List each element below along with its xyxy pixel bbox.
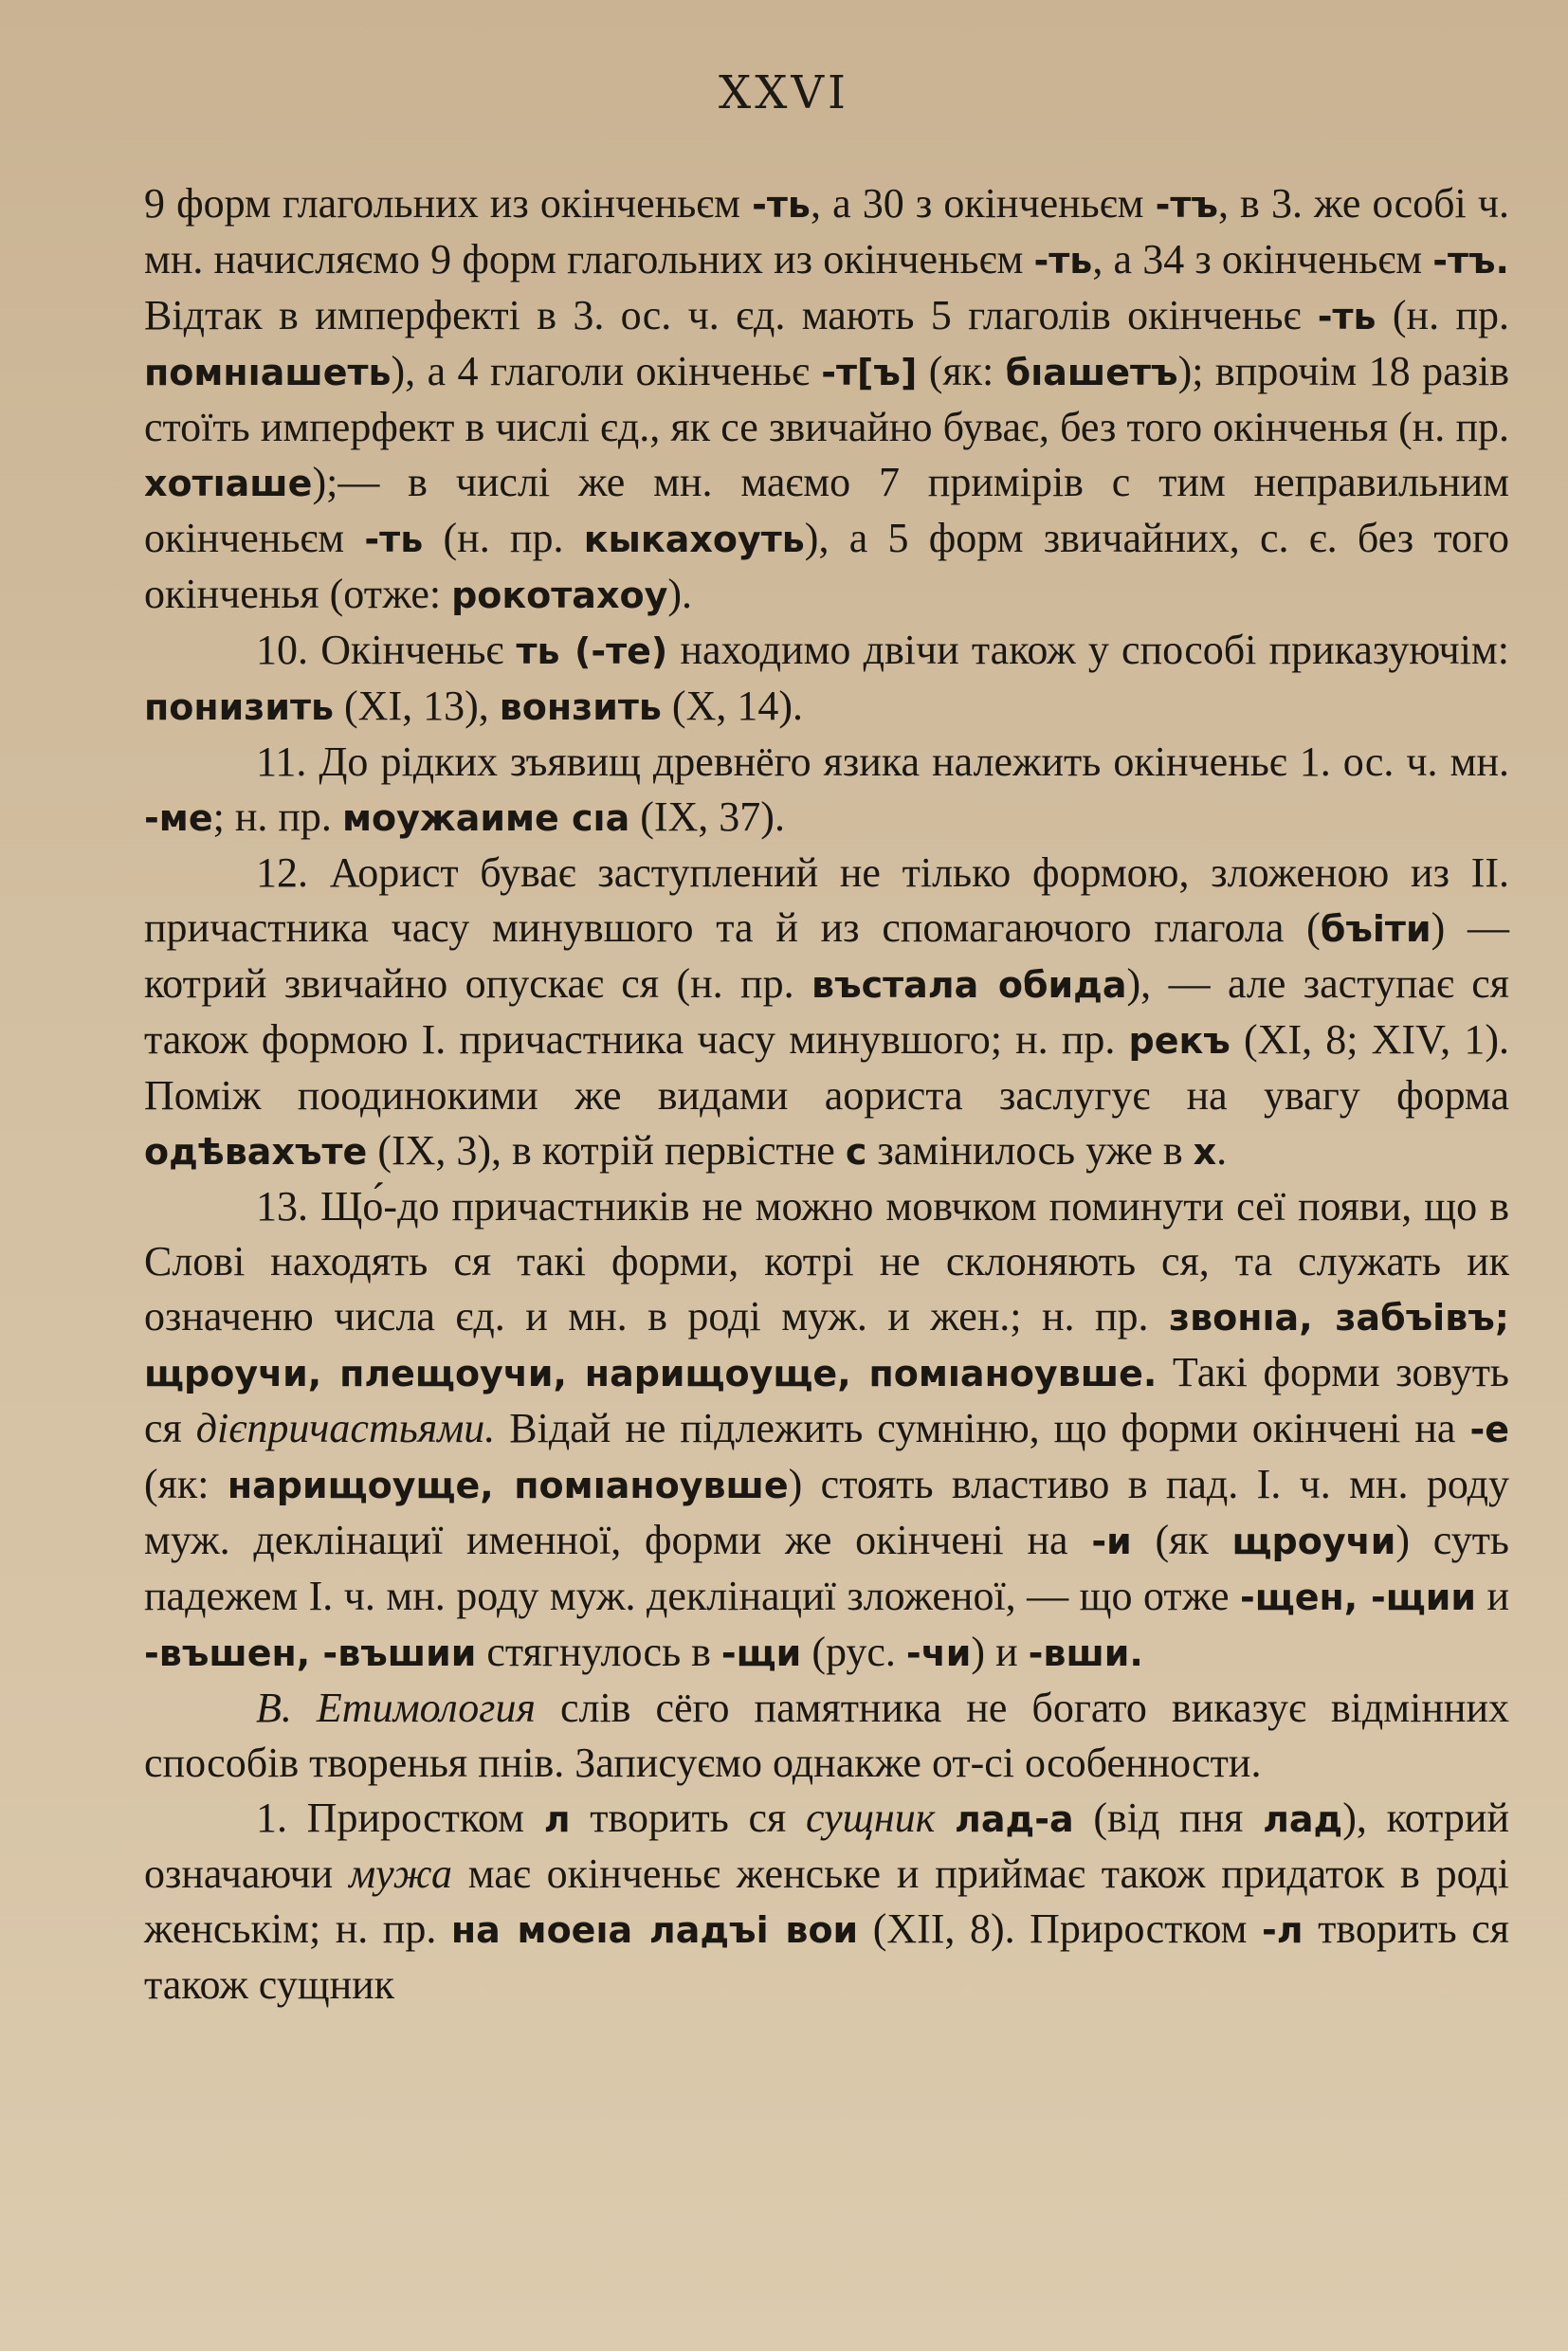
text-run: . [1216,1127,1228,1174]
text-run: (рус. [801,1629,906,1675]
text-run: (від пня [1073,1795,1264,1841]
text-run: , а 34 з окінченьєм [1092,236,1433,282]
old-slavonic-quote: одѣвахъте [144,1131,368,1173]
old-slavonic-quote: въстала обида [811,964,1127,1006]
old-slavonic-quote: -е [1469,1409,1509,1450]
old-slavonic-quote: рокотахоу [451,574,668,616]
text-run: (н. пр. [423,515,584,561]
text-run: Відай не підлежить сумніню, що форми окінчені на [495,1405,1470,1451]
old-slavonic-quote: щроучи [1231,1521,1396,1562]
old-slavonic-quote: звонıа, забъівъ; щроучи, плещоучи, нарищоуще, помıаноувше. [144,1297,1509,1394]
paragraph [144,1179,1509,1681]
old-slavonic-quote: лад-а [955,1798,1074,1840]
text-run: (X, 14). [661,683,804,729]
text-run: має окінченьє женське и приймає також придаток в роді женськім; н. пр. [144,1850,1509,1952]
text-run: Відтак в имперфекті в 3. ос. ч. єд. мають 5 глаголів окінченьє [144,292,1318,338]
text-run: ). [667,571,692,617]
paragraph [144,735,1509,846]
old-slavonic-quote: на моеıа ладъі вои [450,1909,859,1951]
text-run: , а 30 з окінченьєм [810,180,1156,227]
old-slavonic-quote: -щи [720,1632,802,1674]
text-block [144,176,1509,2013]
italic-term: мужа [349,1850,452,1897]
old-slavonic-quote: х [1193,1131,1217,1173]
text-run: 11. До рідких зъявищ древнёго язика належить окінченьє 1. ос. ч. мн. [256,738,1509,785]
old-slavonic-quote: -чи [905,1632,972,1674]
text-run: 12. Аорист буває заступлений не тілько формою, зложеною из II. причастника часу минувшого та й из спомагаючого глагола ( [144,849,1509,951]
text-run: и [1475,1573,1510,1619]
text-run: ) — котрий звичайно опускає ся (н. пр. [144,904,1509,1007]
old-slavonic-quote: -т[ъ] [821,352,918,393]
old-slavonic-quote: -ть [752,184,811,226]
text-run: 9 форм глагольних из окінченьєм [144,180,753,227]
text-run: (як [1131,1517,1232,1563]
old-slavonic-quote: -въшен, -въшии [144,1632,477,1674]
paragraph [144,176,1509,623]
text-run: Такі форми зовуть ся [144,1349,1509,1451]
text-run: замінилось уже в [866,1127,1194,1174]
text-run: творить ся також сущник [144,1905,1509,2008]
text-run: (н. пр. [1376,292,1509,338]
text-run: ), котрий означаючи [144,1795,1510,1897]
text-run: (XI, 8; XIV, 1). Поміж поодинокими же видами аориста заслугує на увагу форма [144,1016,1509,1119]
old-slavonic-quote: -тъ. [1432,240,1509,282]
old-slavonic-quote: -ть [1033,240,1093,282]
text-run: 13. Що́-до причастників не можно мовчком поминути сеї появи, що в Слові находять ся такі форми, котрі не склоняють ся, та служать ик означеню числа єд. и мн. в роді муж. и жен.; н. пр. [144,1183,1509,1340]
text-run: находимо двічи також у способі приказуючім: [667,627,1509,673]
paragraph [144,1791,1509,2013]
paragraph [144,623,1509,735]
old-slavonic-quote: -вши. [1028,1632,1143,1674]
text-run: ), а 5 форм звичайних, с. є. без того окінченья (отже: [144,515,1509,617]
paragraph [144,846,1509,1179]
text-run: );— в числі же мн. маємо 7 примірів с тим неправильним окінченьєм [144,459,1509,561]
text-run [935,1795,955,1841]
old-slavonic-quote: -и [1091,1521,1132,1562]
old-slavonic-quote: понизить [144,686,335,728]
text-run: творить ся [570,1795,806,1841]
text-run: (як: [917,348,1006,394]
text-run: 10. Окінченьє [256,627,517,673]
old-slavonic-quote: помнıашеть [144,352,392,393]
italic-term: В. Етимология [256,1685,536,1731]
old-slavonic-quote: лад [1263,1798,1343,1840]
old-slavonic-quote: хотıаше [144,463,313,504]
italic-term: сущник [805,1795,936,1841]
text-run: (IX, 3), в котрій первістне [367,1127,846,1174]
text-run: стягнулось в [476,1629,721,1675]
old-slavonic-quote: -ть [364,519,424,560]
text-run: (як: [144,1461,228,1507]
old-slavonic-quote: -щен, -щии [1240,1576,1476,1618]
text-run: ) суть падежем I. ч. мн. роду муж. деклінациї зложеної, — що отже [144,1517,1509,1619]
old-slavonic-quote: -ть [1317,296,1377,337]
old-slavonic-quote: рекъ [1128,1020,1231,1062]
text-run: ) и [971,1629,1029,1675]
old-slavonic-quote: бъіти [1320,908,1431,950]
text-run: ), — але заступає ся також формою I. причастника часу минувшого; н. пр. [144,960,1509,1063]
text-run: , в 3. же особі ч. мн. начисляємо 9 форм глагольних из окінченьєм [144,180,1509,282]
old-slavonic-quote: бıашетъ [1005,352,1178,393]
text-run: слів сёго памятника не богато виказує відмінних способів творенья пнів. Записуємо однакже от-сі особенности. [144,1685,1509,1786]
text-run: ) стоять властиво в пад. I. ч. мн. роду муж. деклінациї именної, форми же окінчені на [144,1461,1510,1563]
paragraph [144,1681,1509,1791]
old-slavonic-quote: нарищоуще, помıаноувше [227,1465,789,1506]
italic-term: дієпричастьями. [195,1405,496,1451]
text-run: (IX, 37). [629,793,785,840]
text-run: 1. Приростком [256,1795,544,1841]
old-slavonic-quote: кыкахоуть [583,519,805,560]
old-slavonic-quote: -ме [144,797,213,839]
old-slavonic-quote: ть (-те) [516,630,668,672]
text-run: (XI, 13), [334,683,500,729]
old-slavonic-quote: л [543,1798,571,1840]
old-slavonic-quote: -л [1262,1909,1304,1951]
old-slavonic-quote: -тъ [1155,184,1218,226]
old-slavonic-quote: с [845,1131,867,1173]
old-slavonic-quote: вонзить [499,686,662,728]
text-run: ), а 4 глаголи окінченьє [391,348,822,394]
old-slavonic-quote: моужаиме сıа [341,797,630,839]
page-number: XXVI [719,66,849,119]
text-run: ); впрочім 18 разів стоїть имперфект в числі єд., як се звичайно буває, без того окінченья (н. пр. [144,348,1509,450]
text-run: ; н. пр. [212,793,342,840]
text-run: (XII, 8). Приростком [858,1905,1263,1952]
